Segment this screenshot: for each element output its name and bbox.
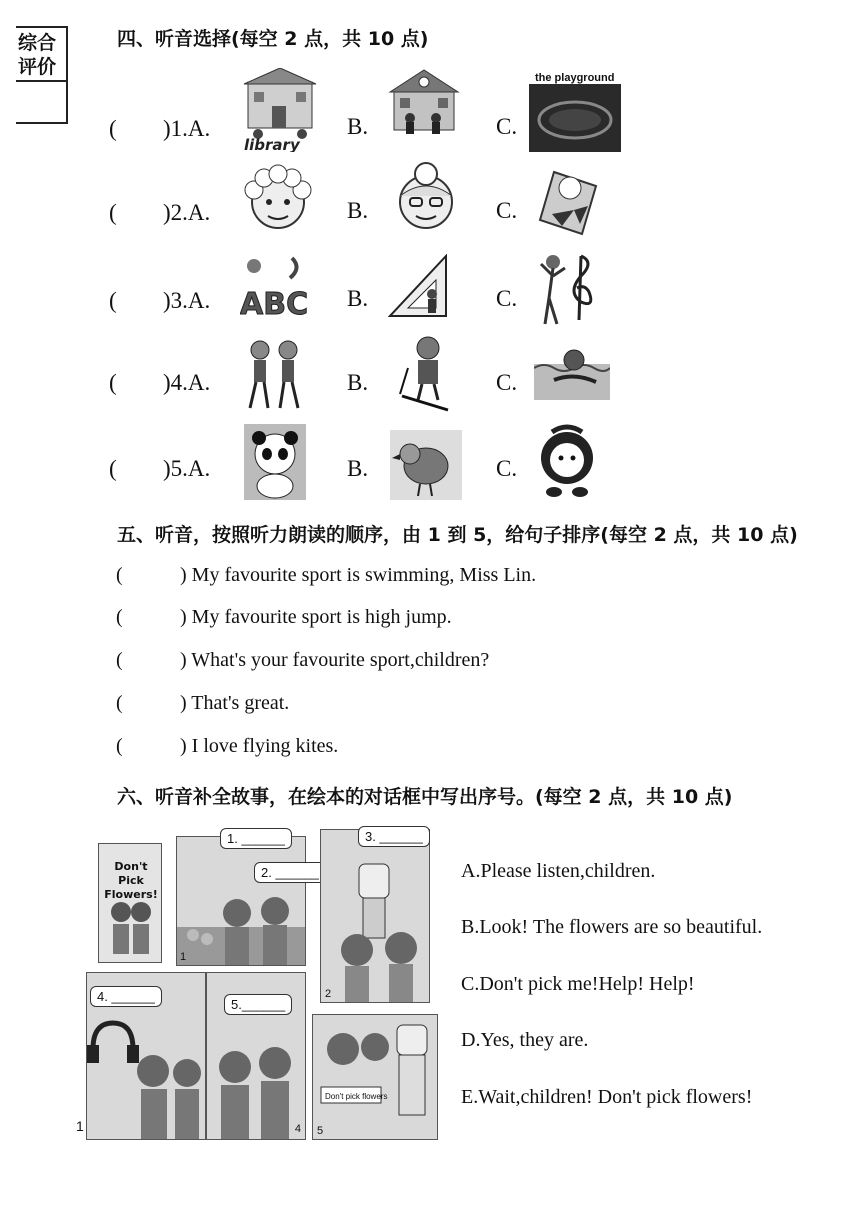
- baby-picture[interactable]: [534, 166, 602, 238]
- section5-title: 五、听音，按照听力朗读的顺序，由 1 到 5，给句子排序(每空 2 点，共 10 点): [117, 524, 798, 546]
- panel-4-scene: [207, 1017, 306, 1140]
- question-number: )1.A.: [163, 116, 211, 141]
- speech-bubble-1[interactable]: 1. ______: [220, 828, 292, 849]
- running-kids-picture[interactable]: [244, 338, 304, 414]
- abc-picture[interactable]: [240, 254, 310, 320]
- panel-3-scene: [87, 1013, 206, 1140]
- panel-number: 5: [317, 1125, 324, 1137]
- bird-picture[interactable]: [390, 430, 462, 500]
- speech-bubble-5[interactable]: 5.______: [224, 994, 292, 1015]
- sentence-line-1: [116, 564, 536, 587]
- sentence-line-2: [116, 606, 452, 629]
- speech-bubble-2[interactable]: 2. ______: [254, 862, 326, 883]
- speech-bubble-4[interactable]: 4. ______: [90, 986, 162, 1007]
- swimming-picture[interactable]: [534, 344, 610, 400]
- story-option-e: E.Wait,children! Don't pick flowers!: [461, 1086, 753, 1108]
- book-cover-title: Don't Pick Flowers!: [104, 860, 158, 901]
- answer-paren[interactable]: (: [109, 370, 117, 395]
- option-c-label: C.: [496, 456, 518, 481]
- answer-paren[interactable]: (: [116, 692, 123, 714]
- ruler-picture[interactable]: [388, 254, 450, 322]
- story-option-b: B.Look! The flowers are so beautiful.: [461, 916, 763, 938]
- option-c-label: C.: [496, 198, 518, 223]
- question-row-2: [0, 160, 867, 250]
- answer-paren[interactable]: (: [109, 116, 117, 141]
- section6-title: 六、听音补全故事，在绘本的对话框中写出序号。(每空 2 点，共 10 点): [117, 786, 733, 808]
- abc-caption: ABC: [240, 287, 309, 320]
- school-picture[interactable]: [388, 68, 460, 138]
- answer-paren[interactable]: (: [116, 564, 123, 586]
- mascot-picture[interactable]: [534, 420, 600, 500]
- speech-bubble-3[interactable]: 3. ______: [358, 826, 430, 847]
- score-label-line1: 综合: [18, 32, 57, 54]
- option-c-label: C.: [496, 286, 518, 311]
- panel-5-scene: [313, 1015, 438, 1140]
- question-row-5: [0, 420, 867, 510]
- sentence-text: ) I love flying kites.: [180, 735, 339, 757]
- playground-caption: the playground: [535, 72, 615, 84]
- question-number: )2.A.: [163, 200, 211, 225]
- question-number: )3.A.: [163, 288, 211, 313]
- answer-paren[interactable]: (: [109, 288, 117, 313]
- sentence-line-4: [116, 692, 289, 715]
- option-b-label: B.: [347, 114, 369, 139]
- story-option-d: D.Yes, they are.: [461, 1029, 589, 1051]
- story-panel-1: [176, 836, 306, 966]
- story-panel-2: [320, 829, 430, 1003]
- story-option-c: C.Don't pick me!Help! Help!: [461, 973, 695, 995]
- answer-paren[interactable]: (: [109, 456, 117, 481]
- option-c-label: C.: [496, 370, 518, 395]
- option-b-label: B.: [347, 198, 369, 223]
- library-picture[interactable]: [240, 68, 320, 152]
- question-number: )5.A.: [163, 456, 211, 481]
- sentence-line-5: [116, 735, 338, 758]
- panel-number: 2: [325, 988, 332, 1000]
- score-label-line2: 评价: [18, 56, 57, 78]
- sentence-text: ) My favourite sport is high jump.: [180, 606, 452, 628]
- music-picture[interactable]: [537, 248, 599, 330]
- answer-paren[interactable]: (: [109, 200, 117, 225]
- sentence-text: ) That's great.: [180, 692, 290, 714]
- panel-number: 4: [294, 1123, 301, 1135]
- story-option-a: A.Please listen,children.: [461, 860, 656, 882]
- page-number: 1: [76, 1118, 84, 1134]
- book-cover-panel: [98, 843, 162, 963]
- sentence-line-3: [116, 649, 489, 672]
- question-row-3: [0, 248, 867, 338]
- panel-2-scene: [321, 850, 430, 1003]
- option-b-label: B.: [347, 456, 369, 481]
- answer-paren[interactable]: (: [116, 735, 123, 757]
- option-b-label: B.: [347, 286, 369, 311]
- question-number: )4.A.: [163, 370, 211, 395]
- option-b-label: B.: [347, 370, 369, 395]
- panel-number: 1: [180, 951, 187, 963]
- sentence-text: ) My favourite sport is swimming, Miss Lin.: [180, 564, 537, 586]
- question-row-4: [0, 334, 867, 424]
- answer-paren[interactable]: (: [116, 649, 123, 671]
- answer-paren[interactable]: (: [116, 606, 123, 628]
- panda-picture[interactable]: [244, 424, 306, 500]
- question-row-1: [0, 68, 867, 158]
- library-caption: library: [244, 136, 300, 152]
- playground-picture[interactable]: [529, 68, 621, 152]
- sentence-text: ) What's your favourite sport,children?: [180, 649, 490, 671]
- option-c-label: C.: [496, 114, 518, 139]
- grandpa-picture[interactable]: [240, 164, 316, 236]
- panel-1-scene: [177, 877, 306, 966]
- story-panel-5: [312, 1014, 438, 1140]
- skiing-picture[interactable]: [398, 334, 452, 414]
- sign-text: Don't pick flowers: [325, 1092, 388, 1101]
- cover-children-picture: [103, 896, 159, 960]
- section4-title: 四、听音选择(每空 2 点，共 10 点): [117, 28, 429, 50]
- grandma-picture[interactable]: [388, 160, 464, 236]
